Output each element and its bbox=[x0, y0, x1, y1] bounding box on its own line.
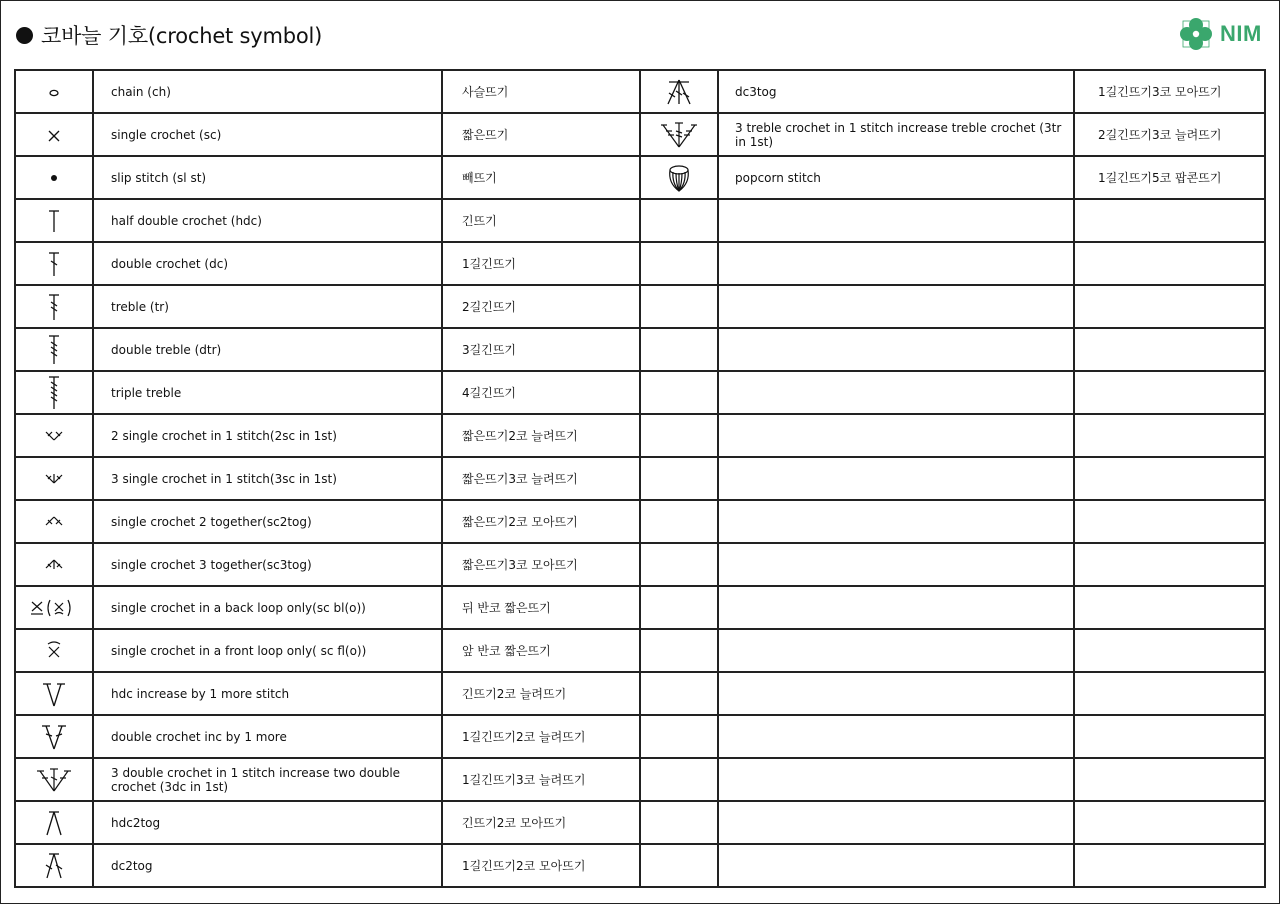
symbol-cell bbox=[15, 586, 93, 629]
symbol-cell bbox=[15, 70, 93, 113]
empty-cell bbox=[1074, 242, 1265, 285]
empty-cell bbox=[1074, 758, 1265, 801]
symbol-cell bbox=[15, 543, 93, 586]
english-name: single crochet in a front loop only( sc fl(o)) bbox=[93, 629, 442, 672]
empty-cell bbox=[718, 199, 1074, 242]
symbol-cell bbox=[15, 328, 93, 371]
korean-name: 1길긴뜨기2코 모아뜨기 bbox=[442, 844, 640, 887]
empty-cell bbox=[640, 414, 718, 457]
english-name: single crochet 3 together(sc3tog) bbox=[93, 543, 442, 586]
double-treble-icon bbox=[37, 333, 71, 367]
korean-name: 짧은뜨기3코 늘려뜨기 bbox=[442, 457, 640, 500]
symbol-cell bbox=[15, 758, 93, 801]
english-name: 3 treble crochet in 1 stitch increase treble crochet (3tr in 1st) bbox=[718, 113, 1074, 156]
dc3tog-icon bbox=[662, 76, 696, 108]
sc2tog-icon bbox=[37, 506, 71, 538]
empty-cell bbox=[718, 371, 1074, 414]
empty-cell bbox=[718, 758, 1074, 801]
english-name: single crochet 2 together(sc2tog) bbox=[93, 500, 442, 543]
sc-increase-2-icon bbox=[37, 420, 71, 452]
half-double-crochet-icon bbox=[37, 205, 71, 237]
empty-cell bbox=[640, 543, 718, 586]
english-name: single crochet (sc) bbox=[93, 113, 442, 156]
empty-cell bbox=[640, 242, 718, 285]
slip-stitch-icon bbox=[37, 162, 71, 194]
empty-cell bbox=[718, 543, 1074, 586]
korean-name: 1길긴뜨기2코 늘려뜨기 bbox=[442, 715, 640, 758]
empty-cell bbox=[1074, 672, 1265, 715]
korean-name: 1길긴뜨기3코 모아뜨기 bbox=[1074, 70, 1265, 113]
table-row bbox=[15, 672, 1265, 715]
symbol-table bbox=[14, 69, 1266, 888]
empty-cell bbox=[1074, 285, 1265, 328]
english-name: double treble (dtr) bbox=[93, 328, 442, 371]
empty-cell bbox=[640, 199, 718, 242]
sc3tog-icon bbox=[37, 549, 71, 581]
english-name: hdc increase by 1 more stitch bbox=[93, 672, 442, 715]
korean-name: 긴뜨기2코 모아뜨기 bbox=[442, 801, 640, 844]
hdc2tog-icon bbox=[37, 807, 71, 839]
empty-cell bbox=[640, 715, 718, 758]
empty-cell bbox=[1074, 328, 1265, 371]
symbol-cell bbox=[15, 199, 93, 242]
korean-name: 4길긴뜨기 bbox=[442, 371, 640, 414]
empty-cell bbox=[718, 328, 1074, 371]
empty-cell bbox=[1074, 500, 1265, 543]
english-name: dc3tog bbox=[718, 70, 1074, 113]
table-row bbox=[15, 199, 1265, 242]
symbol-cell bbox=[15, 242, 93, 285]
table-row bbox=[15, 844, 1265, 887]
empty-cell bbox=[1074, 414, 1265, 457]
table-row bbox=[15, 758, 1265, 801]
empty-cell bbox=[718, 586, 1074, 629]
table-row bbox=[15, 543, 1265, 586]
table-row bbox=[15, 70, 1265, 113]
english-name: 2 single crochet in 1 stitch(2sc in 1st) bbox=[93, 414, 442, 457]
symbol-cell bbox=[15, 715, 93, 758]
symbol-cell bbox=[640, 113, 718, 156]
korean-name: 빼뜨기 bbox=[442, 156, 640, 199]
table-row bbox=[15, 457, 1265, 500]
table-row bbox=[15, 586, 1265, 629]
empty-cell bbox=[640, 371, 718, 414]
symbol-cell bbox=[640, 156, 718, 199]
english-name: 3 double crochet in 1 stitch increase two double crochet (3dc in 1st) bbox=[93, 758, 442, 801]
symbol-cell bbox=[15, 285, 93, 328]
empty-cell bbox=[1074, 629, 1265, 672]
table-row bbox=[15, 801, 1265, 844]
empty-cell bbox=[640, 285, 718, 328]
table-row bbox=[15, 629, 1265, 672]
dc-increase-icon bbox=[37, 721, 71, 753]
symbol-cell bbox=[15, 156, 93, 199]
korean-name: 뒤 반코 짧은뜨기 bbox=[442, 586, 640, 629]
symbol-cell bbox=[15, 801, 93, 844]
english-name: triple treble bbox=[93, 371, 442, 414]
sc-front-loop-icon bbox=[37, 635, 71, 667]
korean-name: 짧은뜨기2코 늘려뜨기 bbox=[442, 414, 640, 457]
empty-cell bbox=[718, 629, 1074, 672]
empty-cell bbox=[640, 672, 718, 715]
empty-cell bbox=[718, 242, 1074, 285]
empty-cell bbox=[1074, 715, 1265, 758]
korean-name: 짧은뜨기3코 모아뜨기 bbox=[442, 543, 640, 586]
korean-name: 짧은뜨기 bbox=[442, 113, 640, 156]
symbol-cell bbox=[640, 70, 718, 113]
logo-text: NIM bbox=[1220, 21, 1262, 46]
empty-cell bbox=[718, 715, 1074, 758]
page-title: 코바늘 기호(crochet symbol) bbox=[41, 24, 323, 48]
tr-increase-3-icon bbox=[659, 119, 699, 151]
english-name: popcorn stitch bbox=[718, 156, 1074, 199]
korean-name: 긴뜨기2코 늘려뜨기 bbox=[442, 672, 640, 715]
symbol-cell bbox=[15, 457, 93, 500]
korean-name: 1길긴뜨기3코 늘려뜨기 bbox=[442, 758, 640, 801]
treble-icon bbox=[37, 291, 71, 323]
korean-name: 사슬뜨기 bbox=[442, 70, 640, 113]
popcorn-stitch-icon bbox=[662, 161, 696, 195]
empty-cell bbox=[718, 457, 1074, 500]
empty-cell bbox=[718, 801, 1074, 844]
english-name: slip stitch (sl st) bbox=[93, 156, 442, 199]
empty-cell bbox=[1074, 199, 1265, 242]
table-row bbox=[15, 113, 1265, 156]
symbol-cell bbox=[15, 672, 93, 715]
english-name: dc2tog bbox=[93, 844, 442, 887]
page-header bbox=[16, 20, 322, 50]
english-name: treble (tr) bbox=[93, 285, 442, 328]
sc-increase-3-icon bbox=[37, 463, 71, 495]
korean-name: 1길긴뜨기 bbox=[442, 242, 640, 285]
flower-logo-icon bbox=[1178, 16, 1214, 52]
empty-cell bbox=[640, 629, 718, 672]
table-row bbox=[15, 242, 1265, 285]
empty-cell bbox=[1074, 371, 1265, 414]
korean-name: 3길긴뜨기 bbox=[442, 328, 640, 371]
hdc-increase-icon bbox=[37, 678, 71, 710]
sc-back-loop-icon bbox=[28, 592, 80, 624]
english-name: double crochet inc by 1 more bbox=[93, 715, 442, 758]
empty-cell bbox=[1074, 457, 1265, 500]
english-name: single crochet in a back loop only(sc bl(o)) bbox=[93, 586, 442, 629]
single-crochet-icon bbox=[37, 119, 71, 151]
triple-treble-icon bbox=[37, 375, 71, 411]
empty-cell bbox=[640, 328, 718, 371]
korean-name: 1길긴뜨기5코 팝콘뜨기 bbox=[1074, 156, 1265, 199]
empty-cell bbox=[1074, 543, 1265, 586]
symbol-cell bbox=[15, 414, 93, 457]
empty-cell bbox=[1074, 801, 1265, 844]
english-name: hdc2tog bbox=[93, 801, 442, 844]
table-row bbox=[15, 414, 1265, 457]
empty-cell bbox=[640, 457, 718, 500]
korean-name: 2길긴뜨기 bbox=[442, 285, 640, 328]
table-row bbox=[15, 156, 1265, 199]
empty-cell bbox=[640, 844, 718, 887]
table-row bbox=[15, 715, 1265, 758]
empty-cell bbox=[1074, 586, 1265, 629]
dc-increase-3-icon bbox=[35, 764, 73, 796]
korean-name: 2길긴뜨기3코 늘려뜨기 bbox=[1074, 113, 1265, 156]
chain-icon bbox=[37, 76, 71, 108]
dc2tog-icon bbox=[37, 850, 71, 882]
english-name: chain (ch) bbox=[93, 70, 442, 113]
empty-cell bbox=[640, 500, 718, 543]
table-row bbox=[15, 371, 1265, 414]
symbol-cell bbox=[15, 844, 93, 887]
symbol-cell bbox=[15, 113, 93, 156]
table-row bbox=[15, 500, 1265, 543]
empty-cell bbox=[718, 414, 1074, 457]
korean-name: 짧은뜨기2코 모아뜨기 bbox=[442, 500, 640, 543]
table-row bbox=[15, 328, 1265, 371]
symbol-cell bbox=[15, 500, 93, 543]
english-name: double crochet (dc) bbox=[93, 242, 442, 285]
empty-cell bbox=[718, 500, 1074, 543]
empty-cell bbox=[640, 586, 718, 629]
symbol-cell bbox=[15, 629, 93, 672]
korean-name: 긴뜨기 bbox=[442, 199, 640, 242]
empty-cell bbox=[718, 844, 1074, 887]
empty-cell bbox=[718, 672, 1074, 715]
empty-cell bbox=[718, 285, 1074, 328]
empty-cell bbox=[640, 801, 718, 844]
english-name: half double crochet (hdc) bbox=[93, 199, 442, 242]
english-name: 3 single crochet in 1 stitch(3sc in 1st) bbox=[93, 457, 442, 500]
table-row bbox=[15, 285, 1265, 328]
symbol-cell bbox=[15, 371, 93, 414]
empty-cell bbox=[1074, 844, 1265, 887]
double-crochet-icon bbox=[37, 248, 71, 280]
bullet-icon bbox=[16, 27, 33, 44]
brand-logo bbox=[1178, 16, 1262, 52]
empty-cell bbox=[640, 758, 718, 801]
korean-name: 앞 반코 짧은뜨기 bbox=[442, 629, 640, 672]
